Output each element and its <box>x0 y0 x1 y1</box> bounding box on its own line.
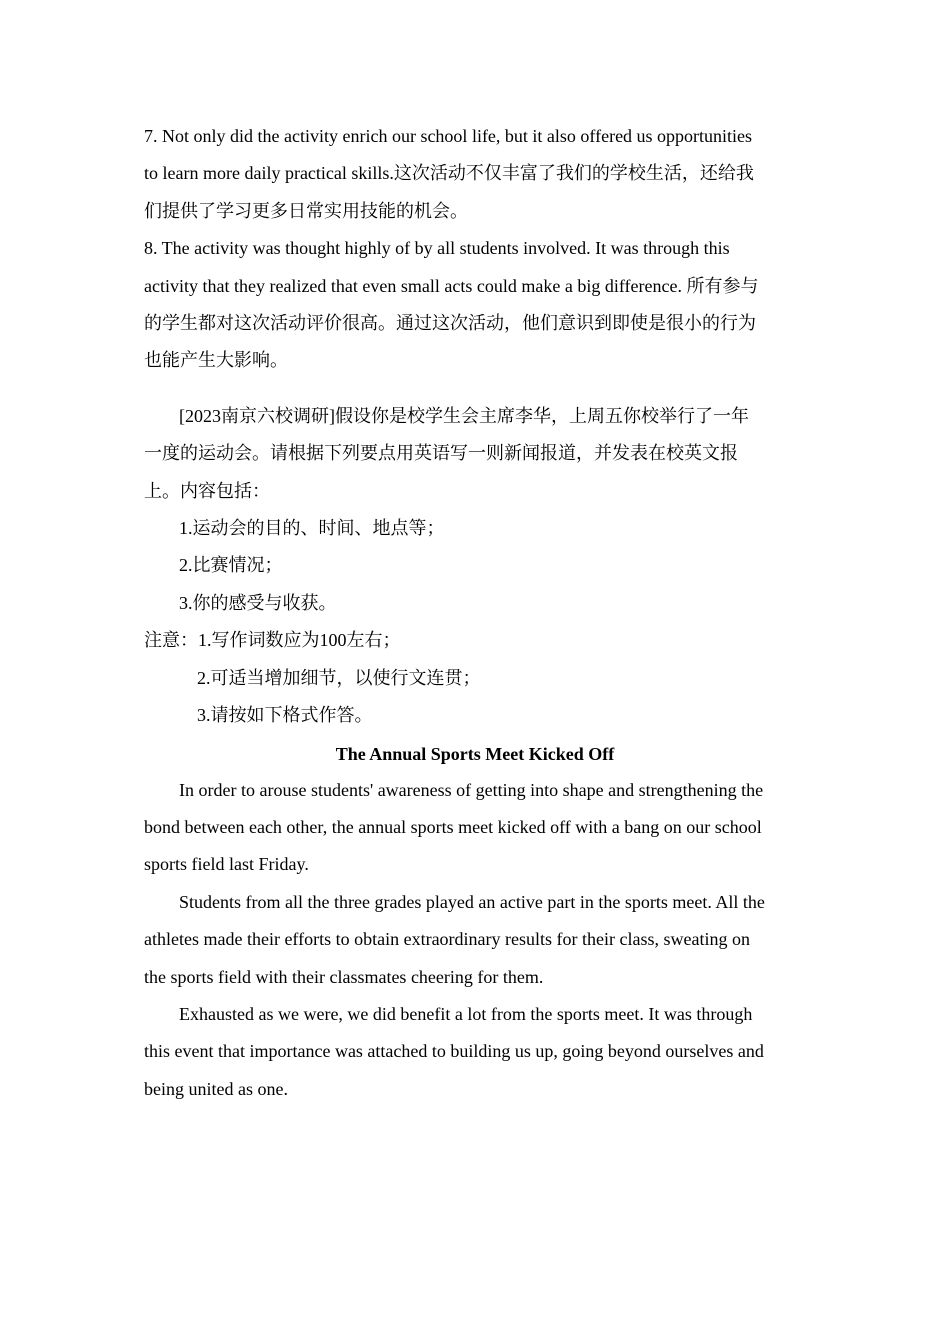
prompt-note: 3.请按如下格式作答。 <box>197 705 373 726</box>
text-line: 7. Not only did the activity enrich our school life, but it also offered us opportunities <box>144 126 753 146</box>
prompt-line: [2023南京六校调研]假设你是校学生会主席李华，上周五你校举行了一年 <box>179 405 749 426</box>
prompt-point: 3.你的感受与收获。 <box>179 592 337 613</box>
essay-line: In order to arouse students' awareness of getting into shape and strengthening the <box>179 779 764 800</box>
text-line: 们提供了学习更多日常实用技能的机会。 <box>144 200 468 221</box>
essay-line: sports field last Friday. <box>144 854 309 875</box>
text-line: 8. The activity was thought highly of by all students involved. It was through this <box>144 238 730 259</box>
essay-line: this event that importance was attached to building us up, going beyond ourselves and <box>144 1041 764 1062</box>
essay-body <box>144 772 806 1109</box>
prompt-line: 上。内容包括： <box>144 480 270 501</box>
text-line: activity that they realized that even small acts could make a big difference. 所有参与 <box>144 275 759 296</box>
writing-prompt <box>144 398 806 735</box>
essay-line: Students from all the three grades played an active part in the sports meet. All the <box>179 891 765 912</box>
text-line: 的学生都对这次活动评价很高。通过这次活动，他们意识到即使是很小的行为 <box>144 313 756 334</box>
text-line: to learn more daily practical skills.这次活动不仅丰富了我们的学校生活，还给我 <box>144 163 754 184</box>
spacer <box>144 380 806 398</box>
essay-line: bond between each other, the annual sports meet kicked off with a bang on our school <box>144 816 762 837</box>
essay-line: being united as one. <box>144 1078 288 1099</box>
document-page <box>144 118 806 1108</box>
prompt-point: 1.运动会的目的、时间、地点等； <box>179 518 445 539</box>
prompt-line: 一度的运动会。请根据下列要点用英语写一则新闻报道，并发表在校英文报 <box>144 443 738 464</box>
prompt-point: 2.比赛情况； <box>179 555 283 576</box>
sentence-8 <box>144 230 806 380</box>
text-line: 也能产生大影响。 <box>144 350 288 371</box>
essay-line: athletes made their efforts to obtain extraordinary results for their class, sweating on <box>144 929 750 950</box>
prompt-note: 2.可适当增加细节，以使行文连贯； <box>197 667 481 688</box>
essay-title: The Annual Sports Meet Kicked Off <box>335 743 615 764</box>
essay-line: the sports field with their classmates cheering for them. <box>144 966 544 987</box>
essay-line: Exhausted as we were, we did benefit a lot from the sports meet. It was through <box>179 1003 753 1024</box>
prompt-note: 注意：1.写作词数应为100左右； <box>144 630 401 651</box>
sentence-7 <box>144 118 806 230</box>
